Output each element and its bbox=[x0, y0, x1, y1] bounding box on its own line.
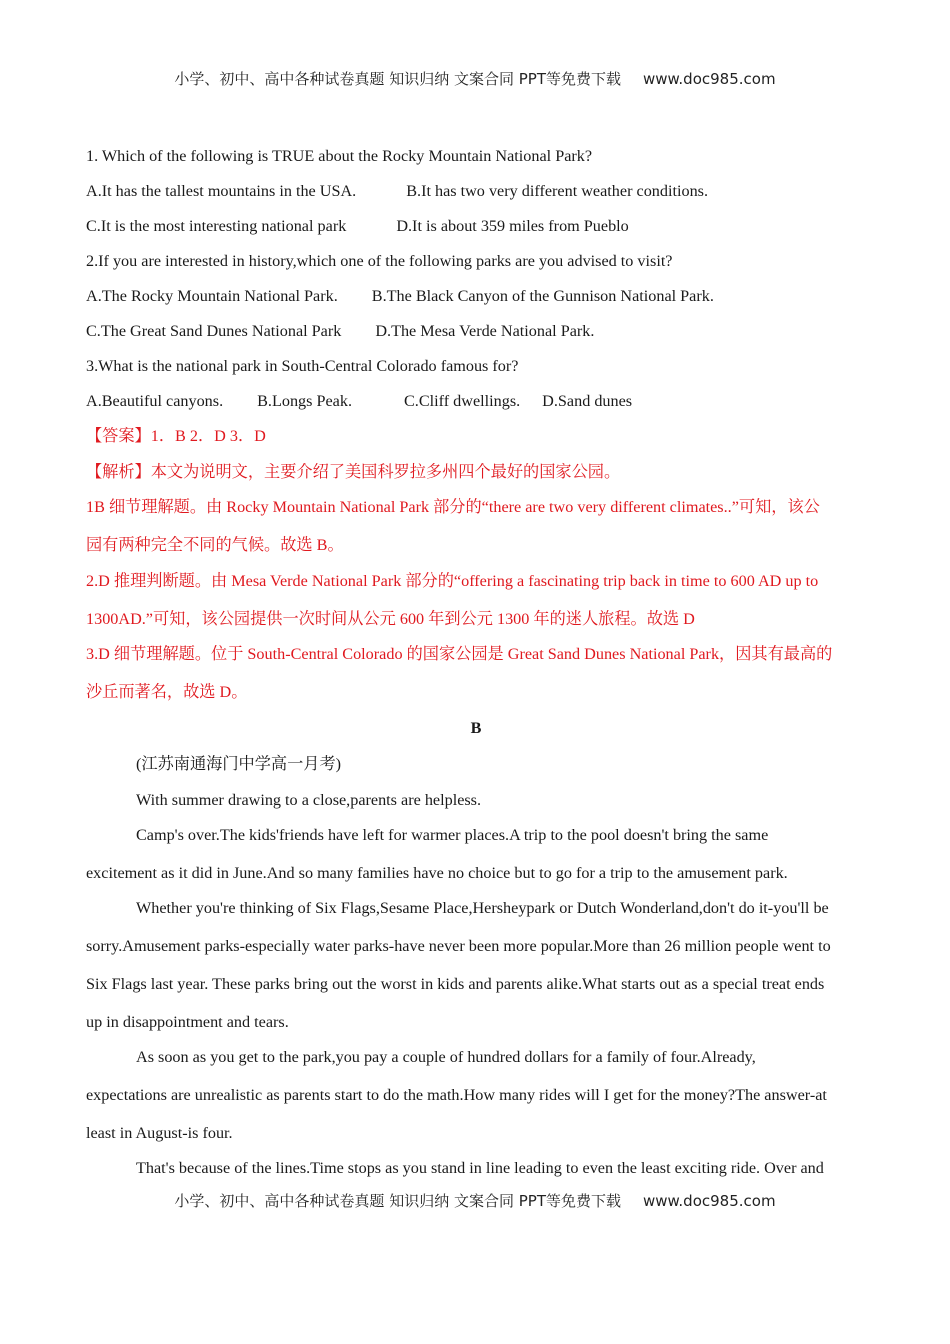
passage-paragraph-3-line-4: up in disappointment and tears. bbox=[86, 1013, 289, 1031]
answer-key: 【答案】1．B 2．D 3．D bbox=[86, 427, 266, 445]
option-a: A.The Rocky Mountain National Park. bbox=[86, 287, 338, 305]
option-a: A.It has the tallest mountains in the USA. bbox=[86, 182, 357, 200]
passage-paragraph-2-line-1: Camp's over.The kids'friends have left for warmer places.A trip to the pool doesn't bring the same bbox=[136, 826, 769, 844]
option-c: C.The Great Sand Dunes National Park bbox=[86, 322, 342, 340]
question-1-options-cd bbox=[86, 216, 629, 236]
question-2-options-cd bbox=[86, 321, 594, 341]
question-2: 2.If you are interested in history,which one of the following parks are you advised to visit? bbox=[86, 252, 673, 270]
header-url[interactable]: www.doc985.com bbox=[642, 70, 776, 88]
footer-text: 小学、初中、高中各种试卷真题 知识归纳 文案合同 PPT等免费下载 bbox=[174, 1192, 621, 1210]
passage-paragraph-5-line-1: That's because of the lines.Time stops as you stand in line leading to even the least exciting ride. Over and bbox=[136, 1159, 824, 1177]
passage-paragraph-4-line-3: least in August-is four. bbox=[86, 1124, 233, 1142]
option-b: B.It has two very different weather conditions. bbox=[406, 182, 709, 200]
passage-paragraph-3-line-3: Six Flags last year. These parks bring out the worst in kids and parents alike.What starts out as a special treat ends bbox=[86, 975, 825, 993]
explanation-2-line-1: 2.D 推理判断题。由 Mesa Verde National Park 部分的“offering a fascinating trip back in time to 600 AD up to bbox=[86, 572, 819, 590]
analysis-intro: 【解析】本文为说明文，主要介绍了美国科罗拉多州四个最好的国家公园。 bbox=[86, 463, 621, 481]
explanation-3-line-1: 3.D 细节理解题。位于 South-Central Colorado 的国家公园是 Great Sand Dunes National Park，因其有最高的 bbox=[86, 645, 833, 663]
page-footer bbox=[0, 1190, 950, 1211]
option-d: D.Sand dunes bbox=[542, 392, 633, 410]
page-header bbox=[0, 68, 950, 89]
header-text: 小学、初中、高中各种试卷真题 知识归纳 文案合同 PPT等免费下载 bbox=[174, 70, 621, 88]
passage-paragraph-3-line-1: Whether you're thinking of Six Flags,Sesame Place,Hersheypark or Dutch Wonderland,don't do it-you'll be bbox=[136, 899, 829, 917]
question-1: 1. Which of the following is TRUE about the Rocky Mountain National Park? bbox=[86, 147, 593, 165]
question-2-options-ab bbox=[86, 286, 714, 306]
explanation-3-line-2: 沙丘而著名，故选 D。 bbox=[86, 683, 248, 701]
option-d: D.It is about 359 miles from Pueblo bbox=[396, 217, 629, 235]
passage-paragraph-1: With summer drawing to a close,parents are helpless. bbox=[136, 791, 482, 809]
option-a: A.Beautiful canyons. bbox=[86, 392, 224, 410]
option-c: C.It is the most interesting national park bbox=[86, 217, 347, 235]
option-b: B.Longs Peak. bbox=[257, 392, 352, 410]
passage-paragraph-3-line-2: sorry.Amusement parks-especially water parks-have never been more popular.More than 26 million people went to bbox=[86, 937, 831, 955]
footer-url[interactable]: www.doc985.com bbox=[642, 1192, 776, 1210]
passage-paragraph-2-line-2: excitement as it did in June.And so many families have no choice but to go for a trip to the amusement park. bbox=[86, 864, 788, 882]
option-b: B.The Black Canyon of the Gunnison National Park. bbox=[371, 287, 714, 305]
passage-paragraph-4-line-2: expectations are unrealistic as parents start to do the math.How many rides will I get for the money?The answer-at bbox=[86, 1086, 827, 1104]
explanation-1-line-2: 园有两种完全不同的气候。故选 B。 bbox=[86, 536, 344, 554]
question-3-options bbox=[86, 391, 632, 411]
explanation-2-line-2: 1300AD.”可知，该公园提供一次时间从公元 600 年到公元 1300 年的迷人旅程。故选 D bbox=[86, 610, 695, 628]
passage-paragraph-4-line-1: As soon as you get to the park,you pay a couple of hundred dollars for a family of four.Already, bbox=[136, 1048, 756, 1066]
option-c: C.Cliff dwellings. bbox=[404, 392, 521, 410]
explanation-1-line-1: 1B 细节理解题。由 Rocky Mountain National Park 部分的“there are two very different climates..”可知，该公 bbox=[86, 498, 820, 516]
section-heading: B bbox=[470, 719, 482, 737]
question-1-options-ab bbox=[86, 181, 708, 201]
passage-source: (江苏南通海门中学高一月考) bbox=[136, 755, 342, 773]
question-3: 3.What is the national park in South-Central Colorado famous for? bbox=[86, 357, 519, 375]
option-d: D.The Mesa Verde National Park. bbox=[375, 322, 595, 340]
